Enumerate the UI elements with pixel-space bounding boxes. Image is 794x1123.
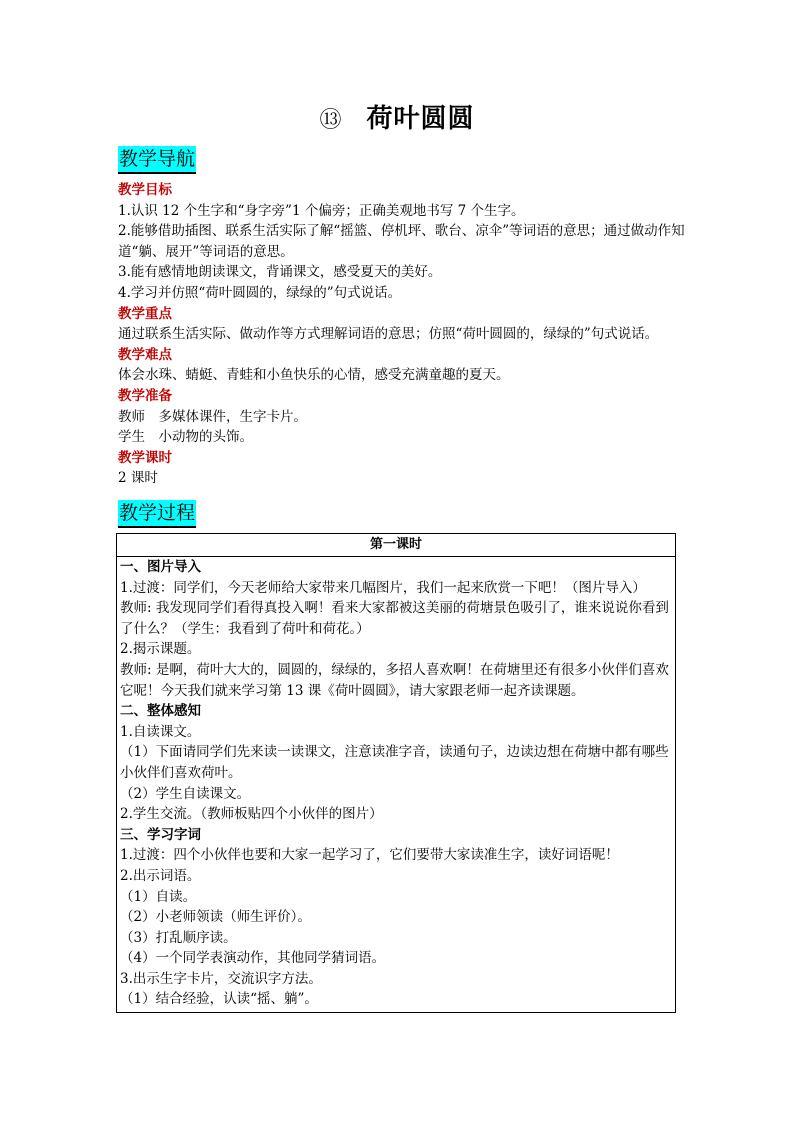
process-step-heading: 二、整体感知 <box>120 703 201 720</box>
process-line: （1）下面请同学们先来读一读课文，注意读准字音，读通句子，边读边想在荷塘中都有哪些小伙伴们喜欢荷叶。 <box>120 744 669 781</box>
process-step-heading: 一、图片导入 <box>120 559 201 575</box>
process-line: 2.学生交流。（教师板贴四个小伙伴的图片） <box>120 806 383 823</box>
process-line: 教师: 是啊，荷叶大大的，圆圆的，绿绿的，多招人喜欢啊！在荷塘里还有很多小伙伴们喜欢它呢！今天我们就来学习第 13 课《荷叶圆圆》，请大家跟老师一起齐读课题。 <box>120 661 669 699</box>
section-heading-nav: 教学导航 <box>118 146 196 174</box>
process-line: （1）结合经验，认读“摇、躺”。 <box>120 991 318 1008</box>
process-line: 3.出示生字卡片，交流识字方法。 <box>120 970 322 987</box>
page-title <box>0 98 794 135</box>
process-step-heading: 三、学习字词 <box>120 826 201 843</box>
process-line: 1.过渡：四个小伙伴也要和大家一起学习了，它们要带大家读准生字，读好词语呢！ <box>120 847 619 864</box>
process-content <box>117 557 675 1010</box>
process-line: 教师: 我发现同学们看得真投入啊！看来大家都被这美丽的荷塘景色吸引了，谁来说说你看到了什么？（学生：我看到了荷叶和荷花。） <box>120 600 669 637</box>
process-line: （4）一个同学表演动作，其他同学猜词语。 <box>120 950 386 967</box>
process-line: （2）小老师领读（师生评价）。 <box>120 909 311 926</box>
preparation-item: 学生 小动物的头饰。 <box>118 429 253 446</box>
key-points-text: 通过联系生活实际、做动作等方式理解词语的意思；仿照“荷叶圆圆的，绿绿的”句式说话。 <box>118 326 659 343</box>
difficulty-text: 体会水珠、蜻蜓、青蛙和小鱼快乐的心情，感受充满童趣的夏天。 <box>118 367 510 384</box>
objective-item: 4.学习并仿照“荷叶圆圆的，绿绿的”句式说话。 <box>118 284 402 301</box>
process-line: 2.出示词语。 <box>120 867 201 884</box>
objective-item: 2.能够借助插图、联系生活实际了解“摇篮、停机坪、歌台、凉伞”等词语的意思；通过做动作知道“躺、展开”等词语的意思。 <box>118 223 685 260</box>
key-points-heading: 教学重点 <box>118 305 172 322</box>
lesson-number: ⑬ <box>319 108 343 133</box>
objective-item: 1.认识 12 个生字和“身字旁”1 个偏旁；正确美观地书写 7 个生字。 <box>118 202 525 219</box>
process-table <box>116 533 676 1013</box>
teaching-navigation <box>118 180 688 489</box>
lesson-period-header: 第一课时 <box>117 534 675 557</box>
section-heading-process: 教学过程 <box>118 500 196 528</box>
process-line: 1.自读课文。 <box>120 723 201 740</box>
preparation-heading: 教学准备 <box>118 387 172 404</box>
lesson-title: 荷叶圆圆 <box>366 104 475 134</box>
objective-item: 3.能有感情地朗读课文，背诵课文，感受夏天的美好。 <box>118 264 442 281</box>
process-line: （2）学生自读课文。 <box>120 785 251 802</box>
process-line: （1）自读。 <box>120 888 197 905</box>
process-line: （3）打乱顺序读。 <box>120 929 237 946</box>
difficulty-heading: 教学难点 <box>118 346 172 363</box>
process-line: 1.过渡：同学们，今天老师给大家带来几幅图片，我们一起来欣赏一下吧！（图片导入） <box>120 579 646 596</box>
class-hours-heading: 教学课时 <box>118 449 172 466</box>
process-line: 2.揭示课题。 <box>120 641 201 658</box>
objectives-heading: 教学目标 <box>118 182 172 198</box>
preparation-item: 教师 多媒体课件，生字卡片。 <box>118 408 307 425</box>
class-hours-text: 2 课时 <box>118 470 158 487</box>
